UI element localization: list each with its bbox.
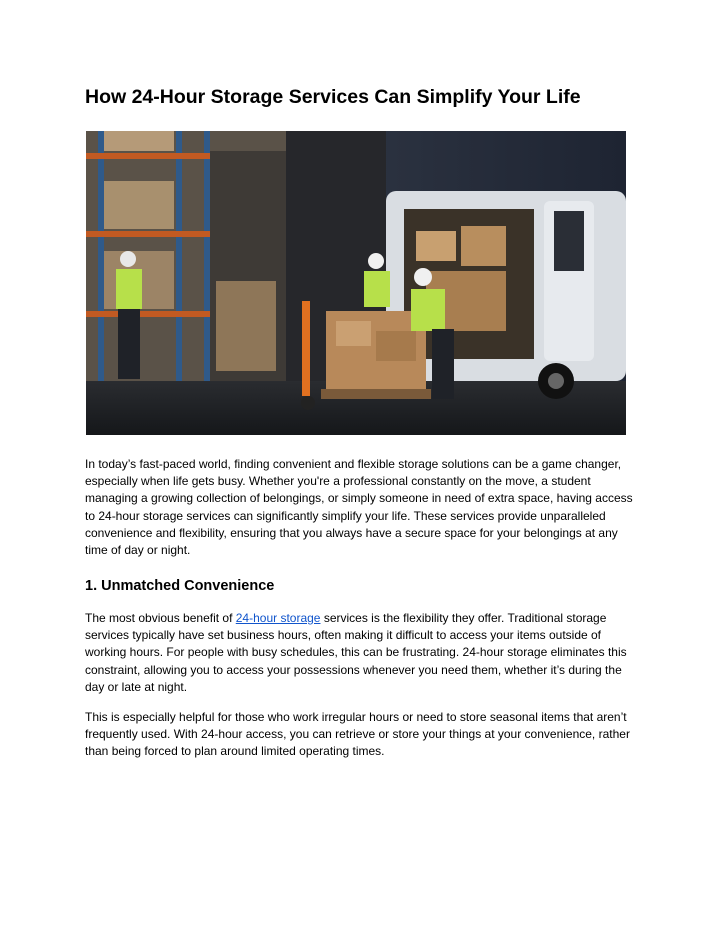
warehouse-illustration <box>86 131 626 435</box>
page-title: How 24-Hour Storage Services Can Simplify Your Life <box>85 86 581 108</box>
section-heading: 1. Unmatched Convenience <box>85 578 275 594</box>
paragraph-text: services is the flexibility they offer. Traditional storage services typically have set business hours, often making it difficult to access your items outside of working hours. For people with busy schedules, this can be frustrating. 24-hour storage eliminates this constraint, allowing you to access your possessions whenever you need them, whether it’s during the day or late at night. <box>85 611 627 694</box>
worker-left <box>116 251 142 379</box>
hero-image <box>86 131 626 435</box>
intro-paragraph: In today’s fast-paced world, finding convenient and flexible storage solutions can be a game changer, especially when life gets busy. Whether you're a professional constantly on the move, a student managing a growing collection of belongings, or simply someone in need of extra space, having access to 24-hour storage services can significantly simplify your life. These services provide unparalleled convenience and flexibility, ensuring that you always have a secure space for your belongings at any time of day or night. <box>85 457 633 558</box>
storage-link[interactable]: 24-hour storage <box>235 611 321 625</box>
section-paragraph-2: This is especially helpful for those who work irregular hours or need to store seasonal items that aren’t frequently used. With 24-hour access, you can retrieve or store your things at your convenience, rather than being forced to plan around limited operating times. <box>85 710 630 759</box>
section-paragraph-1 <box>85 610 640 696</box>
paragraph-text: The most obvious benefit of <box>85 611 236 625</box>
